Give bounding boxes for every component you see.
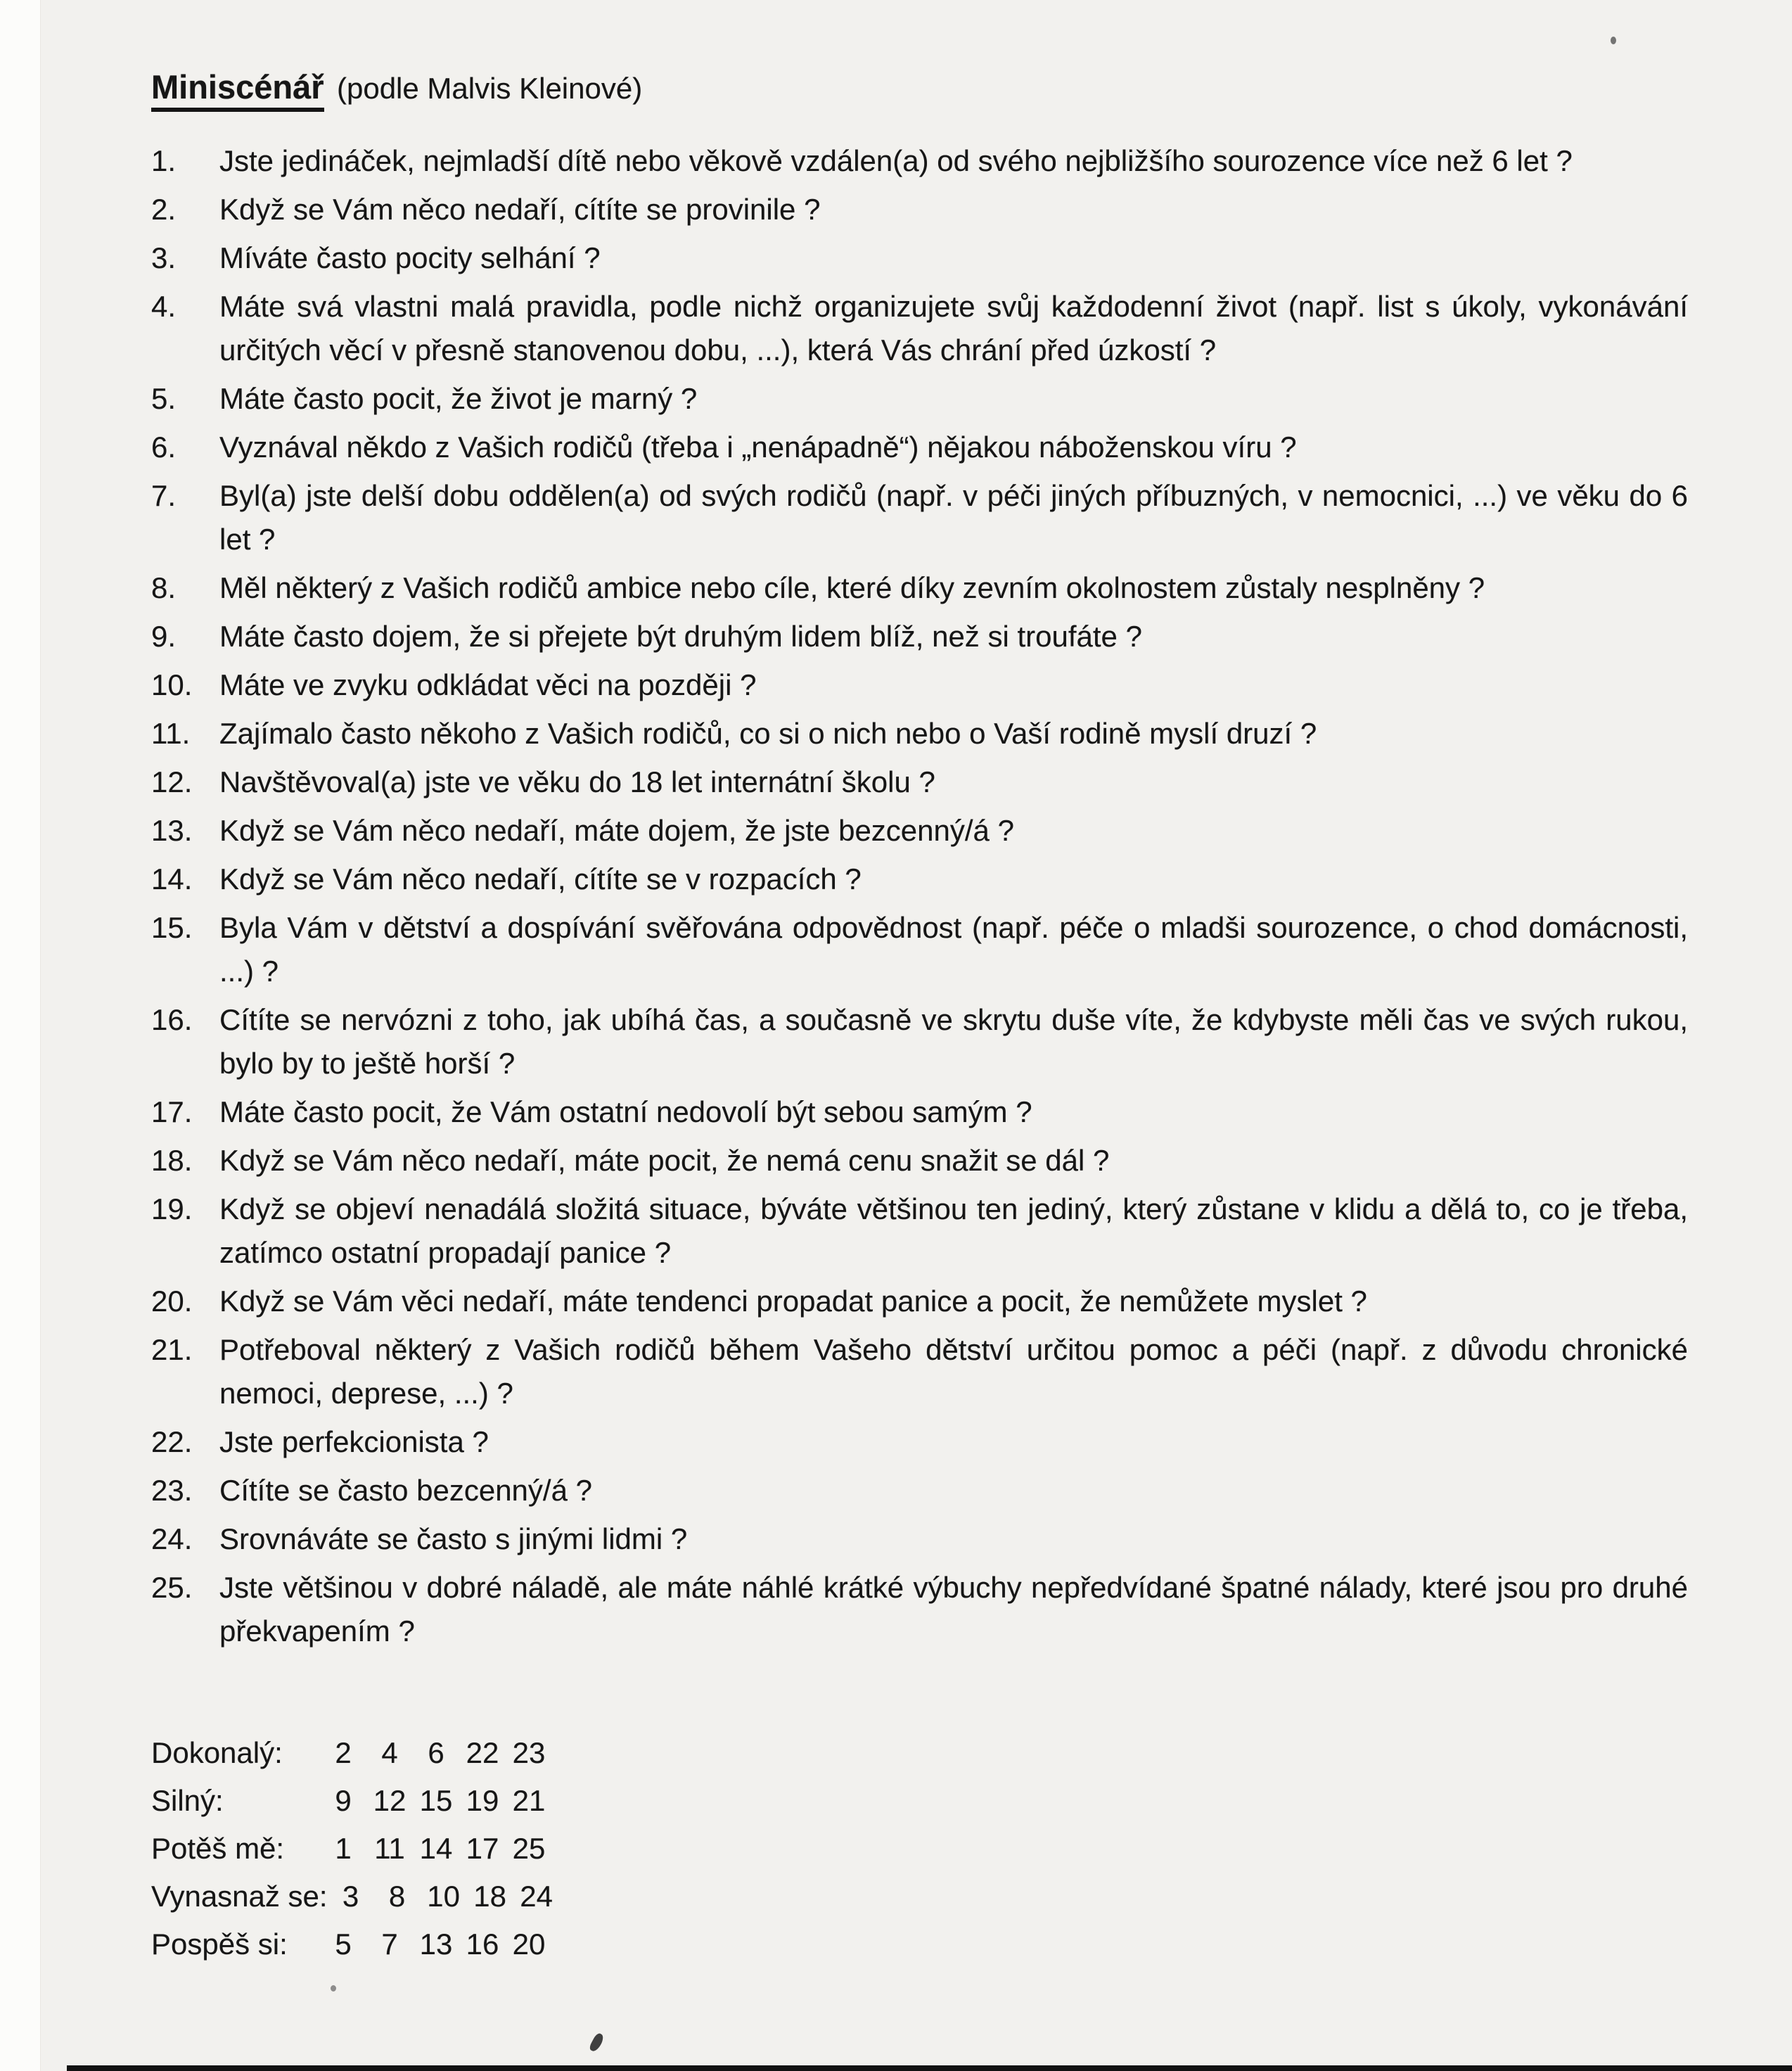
- question-number: 14.: [151, 862, 193, 896]
- scan-speck: [1611, 37, 1616, 44]
- score-row-dokonaly: [151, 1729, 1688, 1777]
- question-text: Když se Vám něco nedaří, máte dojem, že jste bezcenný/á ?: [219, 814, 1014, 847]
- score-value: 15: [419, 1784, 453, 1817]
- question-text: Máte často pocit, že Vám ostatní nedovolí být sebou samým ?: [219, 1095, 1032, 1128]
- question-number: 19.: [151, 1192, 193, 1225]
- page-subtitle: (podle Malvis Kleinové): [337, 72, 643, 105]
- question-number: 18.: [151, 1144, 193, 1177]
- question-row: [151, 1328, 1688, 1415]
- question-text: Máte často pocit, že život je marný ?: [219, 382, 698, 415]
- question-text: Cítíte se nervózni z toho, jak ubíhá čas, a současně ve skrytu duše víte, že kdybyste měli čas ve svých rukou, bylo by to ještě horší ?: [219, 1003, 1688, 1080]
- score-value: 10: [427, 1880, 460, 1913]
- question-text: Srovnáváte se často s jinými lidmi ?: [219, 1522, 688, 1555]
- score-value: 16: [466, 1927, 499, 1961]
- question-text: Měl některý z Vašich rodičů ambice nebo cíle, které díky zevním okolnostem zůstaly nesplněny ?: [219, 571, 1485, 604]
- question-number: 23.: [151, 1474, 193, 1507]
- question-number: 13.: [151, 814, 193, 847]
- score-value: 11: [374, 1832, 405, 1865]
- question-text: Zajímalo často někoho z Vašich rodičů, co si o nich nebo o Vaší rodině myslí druzí ?: [219, 717, 1317, 750]
- question-text: Máte svá vlastni malá pravidla, podle nichž organizujete svůj každodenní život (např. list s úkoly, vykonávání určitých věcí v přesně stanovenou dobu, ...), která Vás chrání před úzkostí ?: [219, 290, 1688, 367]
- score-value: 24: [520, 1880, 553, 1913]
- question-text: Když se objeví nenadálá složitá situace, býváte většinou ten jediný, který zůstane v klidu a dělá to, co je třeba, zatímco ostatní propadají panice ?: [219, 1192, 1688, 1269]
- question-text: Navštěvoval(a) jste ve věku do 18 let internátní školu ?: [219, 765, 935, 798]
- scan-edge-line: [67, 2065, 1792, 2071]
- question-number: 15.: [151, 911, 193, 944]
- question-row: [151, 858, 1688, 901]
- score-value: 8: [388, 1880, 406, 1913]
- question-row: [151, 139, 1688, 183]
- question-row: [151, 1139, 1688, 1183]
- question-text: Byla Vám v dětství a dospívání svěřována odpovědnost (např. péče o mladši sourozence, o chod domácnosti, ...) ?: [219, 911, 1688, 988]
- question-number: 22.: [151, 1425, 193, 1458]
- score-value: 9: [335, 1784, 352, 1817]
- question-number: 21.: [151, 1333, 193, 1366]
- score-row-potes-me: [151, 1825, 1688, 1873]
- question-text: Když se Vám něco nedaří, cítíte se v rozpacích ?: [219, 862, 862, 896]
- score-row-label: Vynasnaž se:: [151, 1880, 328, 1913]
- question-row: [151, 809, 1688, 853]
- question-row: [151, 377, 1688, 421]
- question-row: [151, 1187, 1688, 1275]
- score-value: 5: [335, 1927, 352, 1961]
- question-number: 11.: [151, 717, 191, 750]
- question-number: 17.: [151, 1095, 193, 1128]
- question-row: [151, 1566, 1688, 1653]
- question-row: [151, 906, 1688, 993]
- question-number: 12.: [151, 765, 193, 798]
- score-value: 22: [466, 1736, 499, 1769]
- question-text: Míváte často pocity selhání ?: [219, 241, 601, 274]
- question-text: Když se Vám něco nedaří, cítíte se provinile ?: [219, 193, 821, 226]
- score-row-label: Silný:: [151, 1784, 224, 1817]
- question-row: [151, 1280, 1688, 1323]
- score-key-table: [151, 1729, 1688, 1968]
- question-number: 1.: [151, 144, 177, 177]
- score-value: 2: [335, 1736, 352, 1769]
- score-value: 12: [373, 1784, 407, 1817]
- score-row-label: Dokonalý:: [151, 1736, 283, 1769]
- score-value: 21: [512, 1784, 546, 1817]
- question-row: [151, 285, 1688, 372]
- question-row: [151, 474, 1688, 561]
- document-header: [151, 65, 1688, 118]
- question-row: [151, 1420, 1688, 1464]
- question-text: Když se Vám věci nedaří, máte tendenci propadat panice a pocit, že nemůžete myslet ?: [219, 1285, 1367, 1318]
- question-row: [151, 663, 1688, 707]
- question-text: Cítíte se často bezcenný/á ?: [219, 1474, 592, 1507]
- question-number: 3.: [151, 241, 177, 274]
- question-row: [151, 566, 1688, 610]
- question-text: Potřeboval některý z Vašich rodičů během Vašeho dětství určitou pomoc a péči (např. z důvodu chronické nemoci, deprese, ...) ?: [219, 1333, 1688, 1410]
- question-number: 6.: [151, 431, 177, 464]
- question-row: [151, 998, 1688, 1085]
- document-content: [151, 65, 1688, 1968]
- score-value: 13: [419, 1927, 453, 1961]
- question-row: [151, 426, 1688, 469]
- scan-speck: [588, 2032, 605, 2053]
- question-row: [151, 188, 1688, 231]
- score-value: 7: [381, 1927, 398, 1961]
- score-value: 6: [428, 1736, 444, 1769]
- score-row-vynasnaz-se: [151, 1873, 1688, 1920]
- question-row: [151, 236, 1688, 280]
- question-text: Byl(a) jste delší dobu oddělen(a) od svých rodičů (např. v péči jiných příbuzných, v nemocnici, ...) ve věku do 6 let ?: [219, 479, 1688, 556]
- question-number: 25.: [151, 1571, 193, 1604]
- question-text: Jste jedináček, nejmladší dítě nebo věkově vzdálen(a) od svého nejbližšího sourozence více než 6 let ?: [219, 144, 1573, 177]
- question-row: [151, 760, 1688, 804]
- question-row: [151, 1469, 1688, 1512]
- score-value: 4: [381, 1736, 398, 1769]
- question-number: 4.: [151, 290, 177, 323]
- score-value: 3: [342, 1880, 359, 1913]
- question-text: Jste perfekcionista ?: [219, 1425, 489, 1458]
- question-number: 9.: [151, 620, 177, 653]
- score-row-label: Pospěš si:: [151, 1927, 288, 1961]
- question-number: 24.: [151, 1522, 193, 1555]
- score-value: 18: [473, 1880, 506, 1913]
- score-row-silny: [151, 1777, 1688, 1825]
- question-number: 10.: [151, 668, 193, 701]
- scan-speck: [331, 1985, 336, 1992]
- question-number: 7.: [151, 479, 177, 512]
- question-number: 2.: [151, 193, 177, 226]
- question-text: Jste většinou v dobré náladě, ale máte náhlé krátké výbuchy nepředvídané špatné nálady, které jsou pro druhé překvapením ?: [219, 1571, 1688, 1648]
- score-value: 14: [419, 1832, 453, 1865]
- question-text: Máte často dojem, že si přejete být druhým lidem blíž, než si troufáte ?: [219, 620, 1142, 653]
- question-row: [151, 1090, 1688, 1134]
- question-text: Když se Vám něco nedaří, máte pocit, že nemá cenu snažit se dál ?: [219, 1144, 1110, 1177]
- score-row-label: Potěš mě:: [151, 1832, 285, 1865]
- score-value: 17: [466, 1832, 499, 1865]
- score-value: 19: [466, 1784, 499, 1817]
- page-title: Miniscénář: [151, 68, 324, 112]
- score-value: 20: [512, 1927, 546, 1961]
- score-row-pospes-si: [151, 1920, 1688, 1968]
- question-row: [151, 1517, 1688, 1561]
- scanner-edge-strip: [0, 0, 41, 2071]
- question-number: 20.: [151, 1285, 193, 1318]
- question-text: Máte ve zvyku odkládat věci na později ?: [219, 668, 757, 701]
- question-row: [151, 615, 1688, 658]
- score-value: 23: [512, 1736, 546, 1769]
- question-number: 16.: [151, 1003, 193, 1036]
- score-value: 1: [335, 1832, 352, 1865]
- question-number: 8.: [151, 571, 177, 604]
- question-list: [151, 139, 1688, 1653]
- score-value: 25: [512, 1832, 546, 1865]
- question-text: Vyznával někdo z Vašich rodičů (třeba i „nenápadně“) nějakou náboženskou víru ?: [219, 431, 1297, 464]
- question-row: [151, 712, 1688, 756]
- question-number: 5.: [151, 382, 177, 415]
